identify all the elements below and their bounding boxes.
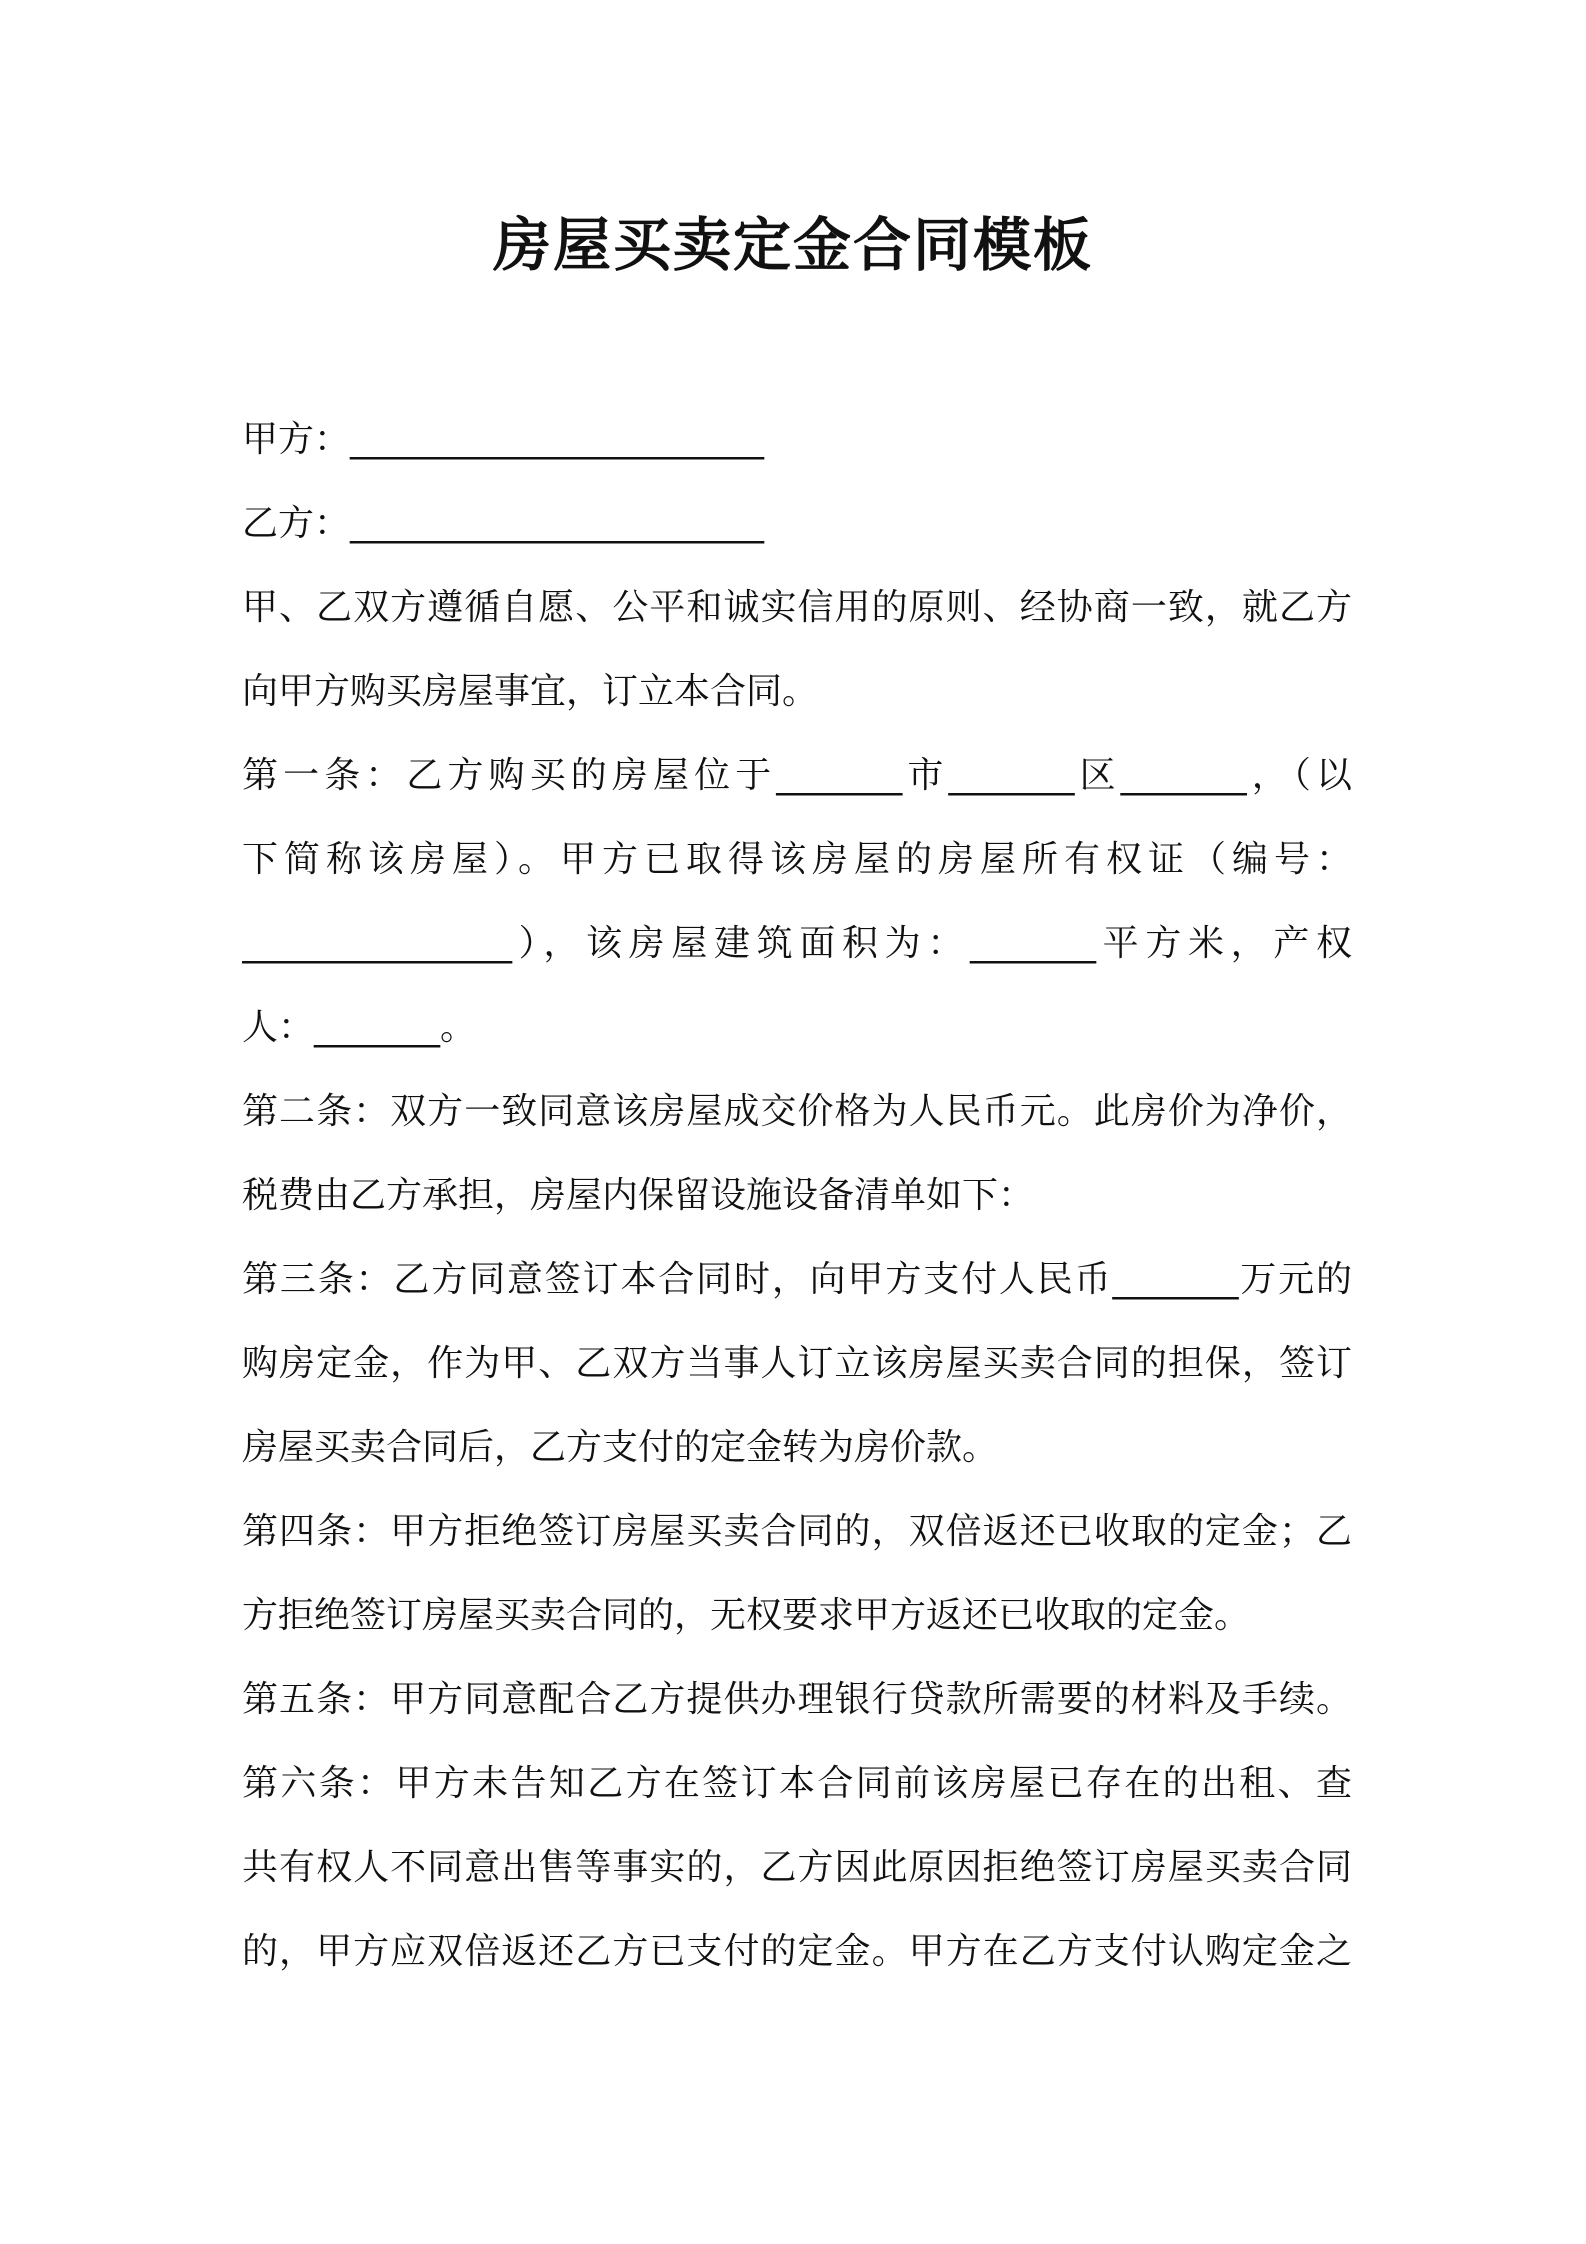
contract-body: [242, 398, 1352, 1994]
contract-line: 第六条：甲方未告知乙方在签订本合同前该房屋已存在的出租、查: [242, 1763, 1352, 1804]
contract-line: _______________），该房屋建筑面积为：_______平方米，产权: [242, 923, 1352, 964]
contract-line: 的，甲方应双倍返还乙方已支付的定金。甲方在乙方支付认购定金之: [242, 1931, 1352, 1972]
contract-line: 第一条：乙方购买的房屋位于_______市_______区_______，（以: [242, 755, 1352, 796]
contract-line: 第五条：甲方同意配合乙方提供办理银行贷款所需要的材料及手续。: [242, 1679, 1352, 1720]
contract-line: 甲方：_______________________: [242, 419, 765, 460]
contract-line: 乙方：_______________________: [242, 503, 765, 544]
contract-line: 共有权人不同意出售等事实的，乙方因此原因拒绝签订房屋买卖合同: [242, 1847, 1352, 1888]
contract-line: 第四条：甲方拒绝签订房屋买卖合同的，双倍返还已收取的定金；乙: [242, 1511, 1352, 1552]
contract-line: 购房定金，作为甲、乙双方当事人订立该房屋买卖合同的担保，签订: [242, 1343, 1352, 1384]
contract-line: 第三条：乙方同意签订本合同时，向甲方支付人民币_______万元的: [242, 1259, 1352, 1300]
contract-line: 甲、乙双方遵循自愿、公平和诚实信用的原则、经协商一致，就乙方: [242, 587, 1352, 628]
document-title: 房屋买卖定金合同模板: [492, 211, 1093, 279]
contract-line: 房屋买卖合同后，乙方支付的定金转为房价款。: [242, 1427, 999, 1468]
contract-line: 向甲方购买房屋事宜，订立本合同。: [242, 671, 819, 712]
contract-line: 下简称该房屋）。甲方已取得该房屋的房屋所有权证（编号：: [242, 839, 1352, 880]
contract-line: 人：_______。: [242, 1007, 477, 1048]
contract-line: 方拒绝签订房屋买卖合同的，无权要求甲方返还已收取的定金。: [242, 1595, 1251, 1636]
contract-line: 税费由乙方承担，房屋内保留设施设备清单如下：: [242, 1175, 1035, 1216]
contract-line: 第二条：双方一致同意该房屋成交价格为人民币元。此房价为净价，: [242, 1091, 1352, 1132]
